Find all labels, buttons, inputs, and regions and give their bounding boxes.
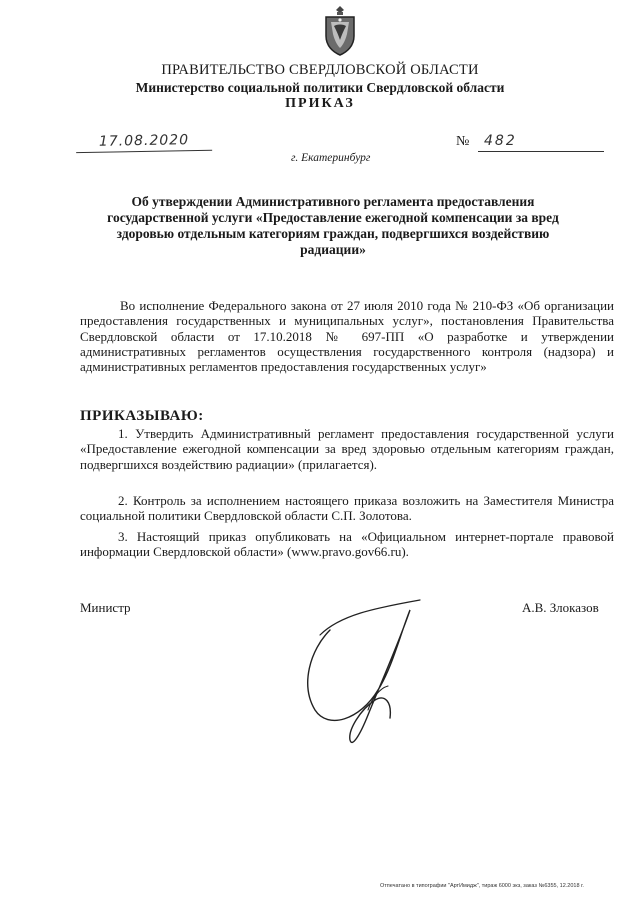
order-item-1: 1. Утвердить Административный регламент предоставления государственной услуги «Предоставление ежегодной компенсации за вред здоровью отдельным категориям граждан, подвергшихся воздействию радиации» (прилагается).: [80, 426, 614, 472]
order-directive: ПРИКАЗЫВАЮ:: [80, 408, 204, 424]
print-footer: Отпечатано в типографии "АртИмидж", тираж 6000 экз, заказ №6355, 12.2018 г.: [380, 883, 584, 889]
order-item-2: 2. Контроль за исполнением настоящего приказа возложить на Заместителя Министра социальной политики Свердловской области С.П. Золотова.: [80, 493, 614, 524]
signatory-name: А.В. Злоказов: [522, 600, 599, 615]
preamble-paragraph: Во исполнение Федерального закона от 27 июля 2010 года № 210-ФЗ «Об организации предоставления государственных и муниципальных услуг», постановления Правительства Свердловской области от 17.10.2018 № 697-ПП «О разработке и утверждении административных регламентов осуществления государственного контроля (надзора) и административных регламентов предоставления государственных услуг»: [80, 298, 614, 375]
document-type: ПРИКАЗ: [285, 96, 355, 111]
order-item-3: 3. Настоящий приказ опубликовать на «Официальном интернет-портале правовой информации Свердловской области» (www.pravo.gov66.ru).: [80, 529, 614, 560]
government-heading: ПРАВИТЕЛЬСТВО СВЕРДЛОВСКОЙ ОБЛАСТИ: [161, 62, 479, 78]
handwritten-signature: [280, 590, 450, 750]
order-number: 482: [478, 133, 604, 152]
number-label: №: [456, 134, 470, 149]
coat-of-arms-icon: [322, 4, 358, 56]
city-label: г. Екатеринбург: [291, 152, 371, 164]
order-date: 17.08.2020: [76, 132, 212, 153]
ministry-heading: Министерство социальной политики Свердловской области: [135, 80, 505, 95]
signatory-position: Министр: [80, 600, 131, 615]
order-title: Об утверждении Административного регламента предоставления государственной услуги «Предоставление ежегодной компенсации за вред здоровью отдельным категориям граждан, подвергшихся воздействию радиации»: [107, 194, 559, 257]
